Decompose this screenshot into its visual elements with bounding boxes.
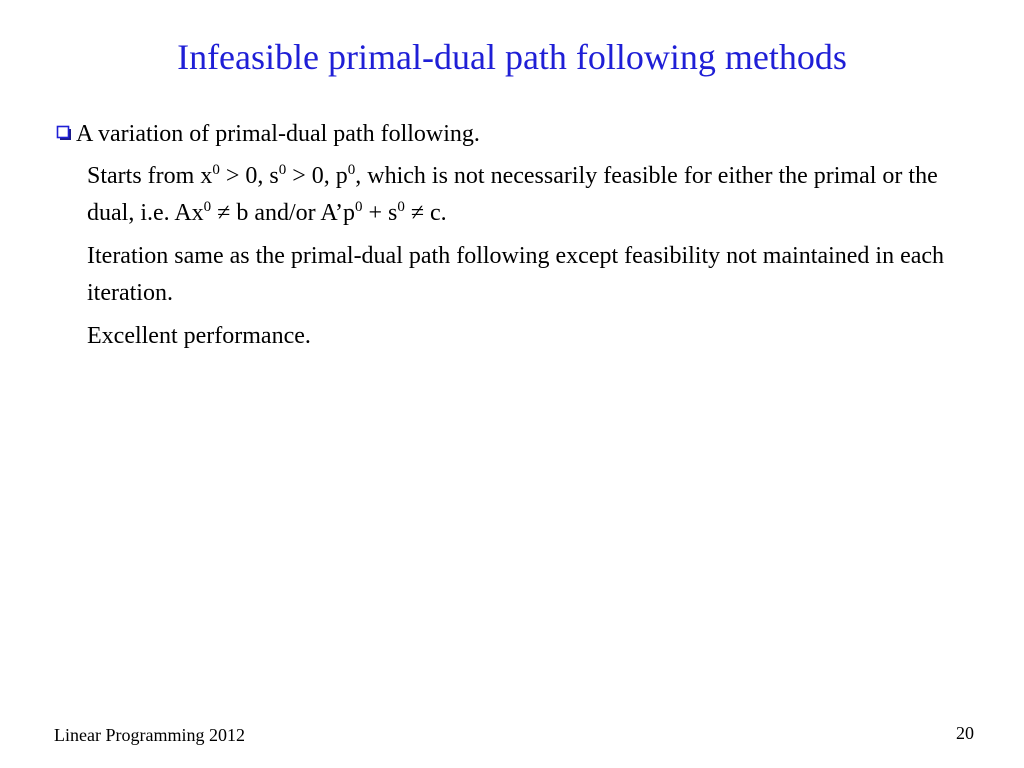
- text-run: + s: [362, 200, 398, 226]
- paragraph-starting-point: [87, 158, 972, 232]
- text-run: Starts from x: [87, 163, 213, 189]
- footer-page-number: 20: [956, 723, 974, 743]
- superscript: 0: [347, 162, 356, 178]
- bullet-item: [52, 116, 972, 152]
- text-run: ≠ b and/or A’p: [211, 200, 355, 226]
- hollow-square-bullet-icon: [56, 125, 72, 141]
- paragraph-performance: Excellent performance.: [87, 323, 311, 349]
- text-run: ≠ c.: [404, 200, 447, 226]
- superscript: 0: [354, 199, 363, 215]
- superscript: 0: [278, 162, 287, 178]
- footer-course-title: Linear Programming 2012: [54, 725, 245, 745]
- slide-content: [52, 116, 972, 355]
- text-run: > 0, s: [219, 163, 279, 189]
- paragraph-iteration: Iteration same as the primal-dual path following except feasibility not maintained in each iteration.: [87, 243, 945, 306]
- superscript: 0: [212, 162, 220, 178]
- bullet-text: A variation of primal-dual path following.: [76, 121, 480, 147]
- slide-title: Infeasible primal-dual path following methods: [177, 37, 847, 77]
- text-run: , which is not necessarily feasible for either the primal or the dual, i.e. Ax: [87, 163, 938, 226]
- text-run: > 0, p: [286, 163, 348, 189]
- superscript: 0: [203, 199, 212, 215]
- superscript: 0: [397, 199, 405, 215]
